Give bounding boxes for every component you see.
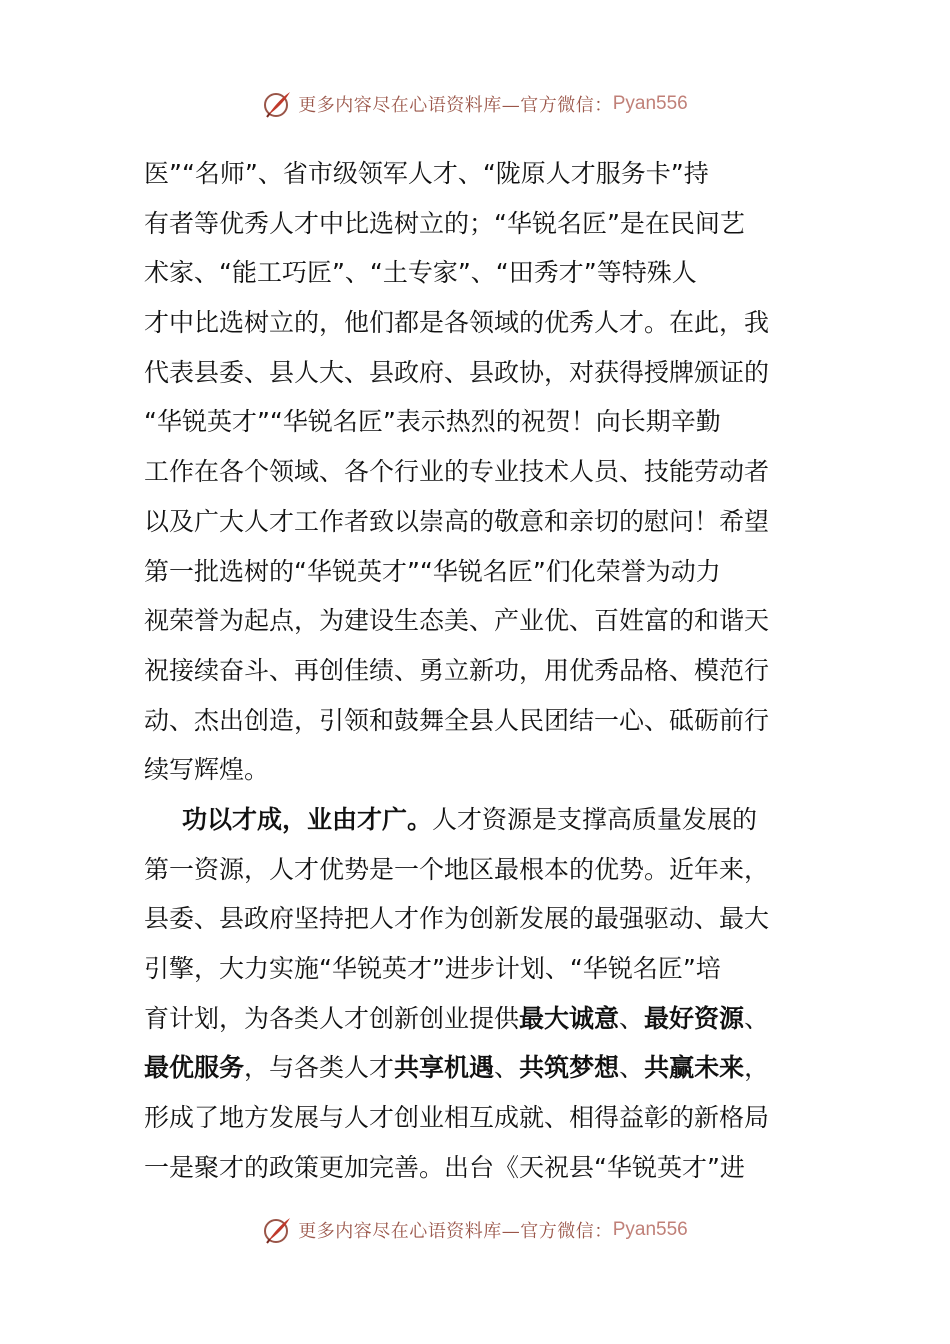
document-body <box>144 149 808 1192</box>
text-run: 术家、“能工巧匠”、“土专家”、“田秀才”等特殊人 <box>144 258 697 288</box>
bold-text: 最优服务 <box>144 1053 245 1083</box>
text-run: 动、杰出创造，引领和鼓舞全县人民团结一心、砥砺前行 <box>144 705 770 735</box>
text-line <box>144 397 808 447</box>
text-line <box>144 944 808 994</box>
text-run: “华锐英才”“华锐名匠”表示热烈的祝贺！向长期辛勤 <box>144 407 721 437</box>
text-run: 、 <box>494 1053 520 1083</box>
quill-logo-icon <box>262 1215 292 1245</box>
text-run: 育计划，为各类人才创新创业提供 <box>144 1003 520 1033</box>
text-line <box>144 547 808 597</box>
text-run: 、 <box>619 1053 645 1083</box>
text-line <box>144 795 808 845</box>
footer-watermark <box>0 1212 950 1248</box>
watermark-wechat-id: Pyan556 <box>612 93 688 114</box>
text-line <box>144 248 808 298</box>
text-run: 工作在各个领域、各个行业的专业技术人员、技能劳动者 <box>144 457 770 487</box>
bold-text: 最好资源 <box>644 1003 745 1033</box>
text-run: 续写辉煌。 <box>144 755 270 785</box>
text-line <box>144 646 808 696</box>
text-run: 县委、县政府坚持把人才作为创新发展的最强驱动、最大 <box>144 904 770 934</box>
header-watermark <box>0 86 950 122</box>
bold-text: 共赢未来 <box>644 1053 745 1083</box>
text-line <box>144 149 808 199</box>
text-run: 引擎，大力实施“华锐英才”进步计划、“华锐名匠”培 <box>144 954 721 983</box>
text-run: 形成了地方发展与人才创业相互成就、相得益彰的新格局 <box>144 1103 770 1133</box>
text-line <box>144 845 808 895</box>
bold-text: 功以才成，业由才广。 <box>182 804 433 834</box>
text-line <box>144 497 808 547</box>
text-line <box>144 199 808 249</box>
text-run: 代表县委、县人大、县政府、县政协，对获得授牌颁证的 <box>144 357 770 387</box>
text-run: 医”“名师”、省市级领军人才、“陇原人才服务卡”持 <box>144 159 709 188</box>
text-run: ， <box>744 1053 770 1083</box>
text-run: 以及广大人才工作者致以崇高的敬意和亲切的慰问！希望 <box>144 506 770 536</box>
text-line <box>144 994 808 1044</box>
bold-text: 最大诚意 <box>519 1003 620 1033</box>
watermark-brand: 更多内容尽在心语资料库—官方微信： <box>298 1221 613 1242</box>
text-line <box>144 1093 808 1143</box>
text-run: 人才资源是支撑高质量发展的 <box>432 804 758 834</box>
bold-text: 共筑梦想 <box>519 1053 620 1083</box>
text-line <box>144 894 808 944</box>
text-run: 才中比选树立的，他们都是各领域的优秀人才。在此，我 <box>144 308 770 338</box>
watermark-brand: 更多内容尽在心语资料库—官方微信： <box>298 95 613 116</box>
bold-text: 共享机遇 <box>394 1053 495 1083</box>
text-run: 一是聚才的政策更加完善。出台《天祝县“华锐英才”进 <box>144 1152 745 1182</box>
text-run: 第一资源，人才优势是一个地区最根本的优势。近年来， <box>144 854 770 884</box>
text-line <box>144 696 808 746</box>
text-run: 、 <box>744 1003 770 1033</box>
text-run: 祝接续奋斗、再创佳绩、勇立新功，用优秀品格、模范行 <box>144 655 770 685</box>
quill-logo-icon <box>262 89 292 119</box>
text-line <box>144 348 808 398</box>
text-line <box>144 1043 808 1093</box>
text-line <box>144 596 808 646</box>
text-run: 第一批选树的“华锐英才”“华锐名匠”们化荣誉为动力 <box>144 556 721 586</box>
watermark-wechat-id: Pyan556 <box>612 1219 688 1240</box>
text-line <box>144 447 808 497</box>
text-line <box>144 298 808 348</box>
text-line <box>144 745 808 795</box>
text-run: 、 <box>619 1003 645 1033</box>
text-line <box>144 1143 808 1193</box>
text-run: 视荣誉为起点，为建设生态美、产业优、百姓富的和谐天 <box>144 606 770 636</box>
text-run: ，与各类人才 <box>244 1053 395 1083</box>
text-run: 有者等优秀人才中比选树立的；“华锐名匠”是在民间艺 <box>144 208 745 238</box>
